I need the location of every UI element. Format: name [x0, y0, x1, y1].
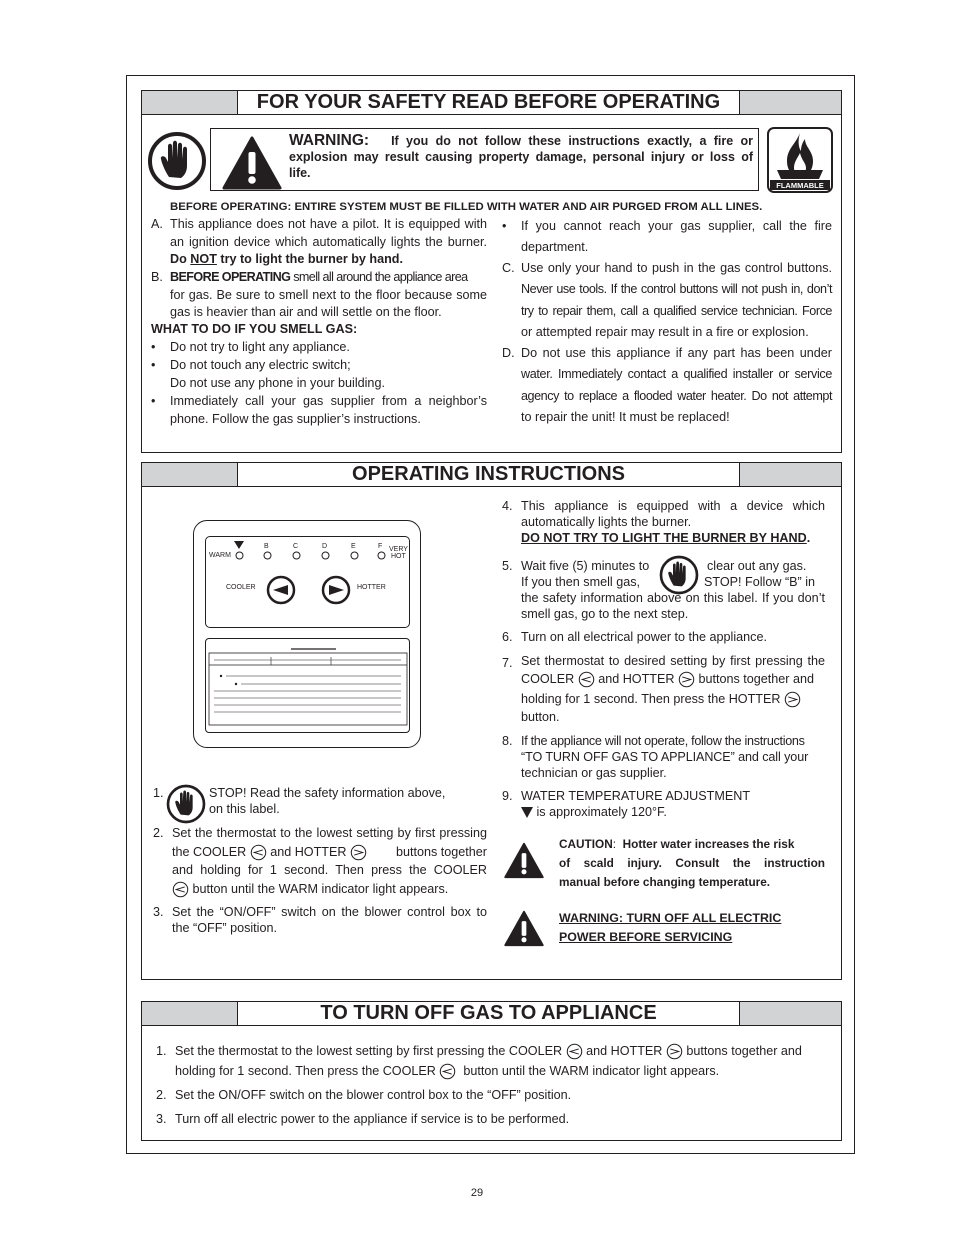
- safety-header: [141, 90, 842, 115]
- step-text: Set the “ON/OFF” switch on the blower control box to: [172, 905, 487, 919]
- before-operating-note: BEFORE OPERATING: ENTIRE SYSTEM MUST BE FILLED WITH WATER AND AIR PURGED FROM ALL LINES.: [170, 201, 763, 213]
- panel-warm-label: WARM: [209, 552, 231, 559]
- item-line: gas is heavier than air and will settle on the floor.: [170, 305, 442, 319]
- indicator-triangle-icon: [521, 807, 533, 818]
- warning-box: [210, 128, 759, 191]
- page-number: 29: [470, 1187, 484, 1199]
- panel-letter: B: [264, 543, 269, 550]
- caution-text: Hotter water increases the risk: [622, 837, 795, 851]
- step-text: holding for 1 second. Then press the COOLER: [175, 1064, 436, 1078]
- step-text: Set the thermostat to the lowest setting by first pressing: [172, 826, 487, 840]
- bullet-text: If you cannot reach your gas supplier, call the fire: [521, 219, 832, 233]
- step-text: the “OFF” position.: [172, 921, 277, 935]
- step-number: 4.: [502, 499, 513, 513]
- step-text-emphasis: DO NOT TRY TO LIGHT THE BURNER BY HAND: [521, 531, 807, 545]
- caution-text: of scald injury. Consult the instruction: [559, 856, 825, 870]
- electric-warning-text: WARNING: TURN OFF ALL ELECTRIC: [559, 911, 782, 925]
- indicator-light-icon: [235, 551, 244, 560]
- step-text: WATER TEMPERATURE ADJUSTMENT: [521, 789, 751, 803]
- bullet-glyph: •: [151, 394, 156, 408]
- item-line: Do not use this appliance if any part has been under: [521, 346, 832, 360]
- label-lines: [206, 639, 409, 732]
- step-number: 7.: [502, 656, 513, 670]
- step-number: 3.: [156, 1112, 167, 1126]
- cooler-button-icon: [566, 1043, 583, 1060]
- step-text: STOP! Read the safety information above,: [209, 786, 446, 800]
- flammable-label: FLAMMABLE: [776, 181, 824, 190]
- step-text: holding for 1 second. Then press the HOTTER: [521, 692, 781, 706]
- bullet-glyph: •: [151, 340, 156, 354]
- step-text: is approximately 120°F.: [536, 805, 667, 819]
- stop-hand-icon: [147, 131, 207, 191]
- indicator-light-icon: [350, 551, 359, 560]
- item-line: or attempted repair may result in a fire or explosion.: [521, 324, 809, 339]
- hotter-button-icon: [321, 575, 351, 605]
- warning-text-line2: explosion may result causing property damage, personal injury or loss of: [289, 150, 753, 164]
- step-text: If you then smell gas,: [521, 575, 641, 589]
- item-line: Use only your hand to push in the gas control buttons.: [521, 261, 832, 275]
- step-number: 1.: [153, 786, 164, 800]
- step-text: and HOTTER: [598, 672, 675, 686]
- item-number: D.: [502, 346, 515, 360]
- warning-triangle-icon: [221, 136, 283, 190]
- panel-letter: F: [378, 543, 383, 550]
- electric-warning-text: POWER BEFORE SERVICING: [559, 930, 733, 944]
- bullet-text: Do not try to light any appliance.: [170, 340, 350, 354]
- bullet-text: Do not use any phone in your building.: [170, 375, 385, 390]
- step-text: the safety information above on this label. If you don’t: [521, 591, 825, 605]
- step-text: This appliance is equipped with a device which: [521, 499, 825, 513]
- item-number: B.: [151, 270, 163, 284]
- indicator-light-icon: [321, 551, 330, 560]
- step-number: 3.: [153, 905, 164, 919]
- bullet-text: department.: [521, 240, 589, 255]
- warning-text-line3: life.: [289, 166, 311, 180]
- cooler-button-icon: [250, 844, 267, 861]
- panel-hot-label: HOT: [391, 553, 406, 560]
- item-number: C.: [502, 261, 515, 275]
- item-line: water. Immediately contact a qualified installer or service: [521, 367, 832, 382]
- step-text: on this label.: [209, 802, 280, 816]
- step-text: Turn off all electric power to the appliance if service is to be performed.: [175, 1112, 570, 1126]
- step-text: STOP! Follow “B” in: [704, 575, 816, 589]
- electric-warning-note: [559, 909, 781, 947]
- warning-triangle-icon: [504, 910, 544, 947]
- step-number: 1.: [156, 1044, 167, 1058]
- bullet-text: Immediately call your gas supplier from a neighbor’s: [170, 394, 487, 408]
- step-text: the COOLER: [172, 844, 247, 859]
- step-text: and holding for 1 second. Then press the COOLER: [172, 863, 487, 877]
- panel-very-label: VERY: [389, 546, 408, 553]
- item-text-underlined: NOT: [190, 252, 217, 266]
- panel-label-area: [205, 638, 410, 733]
- panel-hotter-label: HOTTER: [357, 584, 386, 591]
- operating-header: [141, 462, 842, 487]
- step-text: button.: [521, 710, 560, 724]
- turnoff-header: [141, 1001, 842, 1026]
- item-text-bold: BEFORE OPERATING: [170, 270, 291, 284]
- step-text: automatically lights the burner.: [521, 515, 692, 529]
- panel-cooler-label: COOLER: [226, 584, 256, 591]
- step-text: Wait five (5) minutes to: [521, 559, 650, 573]
- step-text: buttons together and: [686, 1044, 802, 1058]
- step-text: Set the thermostat to the lowest setting by first pressing the COOLER: [175, 1044, 563, 1058]
- bullet-text: phone. Follow the gas supplier’s instructions.: [170, 411, 421, 426]
- step-text: COOLER: [521, 672, 575, 686]
- cooler-button-icon: [439, 1063, 456, 1080]
- step-text: .: [806, 531, 811, 545]
- item-number: A.: [151, 217, 163, 231]
- operating-title: OPERATING INSTRUCTIONS: [237, 462, 740, 487]
- item-line-emphasis: [170, 251, 487, 269]
- item-line: try to repair them, call a qualified service technician. Force: [521, 303, 832, 318]
- step-text: buttons together: [395, 844, 487, 859]
- cooler-button-icon: [266, 575, 296, 605]
- smell-gas-heading: WHAT TO DO IF YOU SMELL GAS:: [151, 322, 358, 336]
- step-number: 2.: [156, 1088, 167, 1102]
- item-text: Do: [170, 252, 191, 266]
- step-number: 2.: [153, 826, 164, 840]
- warning-text: [289, 133, 753, 181]
- stop-hand-icon: [166, 784, 206, 824]
- item-line: This appliance does not have a pilot. It is equipped with: [170, 217, 487, 231]
- item-line: Never use tools. If the control buttons will not push in, don’t: [521, 282, 832, 297]
- panel-letter: E: [351, 543, 356, 550]
- hotter-button-icon: [784, 691, 801, 708]
- step-text: Turn on all electrical power to the appliance.: [521, 630, 767, 644]
- cooler-button-icon: [578, 671, 595, 688]
- indicator-light-icon: [263, 551, 272, 560]
- turnoff-title: TO TURN OFF GAS TO APPLIANCE: [237, 1001, 740, 1026]
- step-text: technician or gas supplier.: [521, 766, 667, 780]
- bullet-glyph: •: [151, 358, 156, 372]
- step-number: 6.: [502, 630, 513, 644]
- warning-label: WARNING:: [289, 132, 370, 149]
- bullet-text: Do not touch any electric switch;: [170, 358, 351, 372]
- bullet-glyph: •: [502, 219, 507, 233]
- panel-letter: C: [293, 543, 299, 550]
- warning-text-line1: If you do not follow these instructions exactly, a fire or: [391, 134, 753, 148]
- item-line: for gas. Be sure to smell next to the floor because some: [170, 287, 487, 302]
- thermostat-panel-illustration: [193, 520, 421, 748]
- step-text: buttons together and: [698, 672, 815, 686]
- step-text: If the appliance will not operate, follow the instructions: [521, 734, 805, 748]
- step-number: 5.: [502, 559, 513, 573]
- caution-note: [559, 835, 825, 892]
- safety-title: FOR YOUR SAFETY READ BEFORE OPERATING: [237, 90, 740, 115]
- indicator-light-icon: [377, 551, 386, 560]
- caution-text: manual before changing temperature.: [559, 875, 771, 889]
- cooler-button-icon: [172, 881, 189, 898]
- step-text: button until the WARM indicator light appears.: [192, 881, 449, 896]
- flammable-icon: [767, 127, 833, 193]
- step-text: and HOTTER: [270, 844, 347, 859]
- indicator-triangle-icon: [234, 541, 244, 549]
- hotter-button-icon: [678, 671, 695, 688]
- item-line: agency to replace a flooded water heater. Do not attempt: [521, 388, 832, 403]
- step-text: button until the WARM indicator light appears.: [463, 1064, 720, 1078]
- step-text: Set thermostat to desired setting by first pressing the: [521, 654, 825, 668]
- caution-colon: :: [612, 837, 617, 851]
- hotter-button-icon: [350, 844, 367, 861]
- item-text: smell all around the appliance area: [290, 270, 468, 284]
- indicator-light-icon: [292, 551, 301, 560]
- item-text: try to light the burner by hand.: [216, 252, 403, 266]
- step-text: “TO TURN OFF GAS TO APPLIANCE” and call your: [521, 750, 809, 764]
- warning-triangle-icon: [504, 842, 544, 879]
- step-text: and HOTTER: [586, 1044, 663, 1058]
- step-number: 9.: [502, 789, 513, 803]
- hotter-button-icon: [666, 1043, 683, 1060]
- step-text: Set the ON/OFF switch on the blower control box to the “OFF” position.: [175, 1088, 572, 1102]
- item-line: to repair the unit! It must be replaced!: [521, 409, 730, 424]
- item-line: an ignition device which automatically lights the burner.: [170, 234, 487, 249]
- step-number: 8.: [502, 734, 513, 748]
- caution-label: CAUTION: [559, 837, 613, 851]
- step-text: clear out any gas.: [707, 559, 807, 573]
- step-text: smell gas, go to the next step.: [521, 607, 689, 621]
- panel-letter: D: [322, 543, 328, 550]
